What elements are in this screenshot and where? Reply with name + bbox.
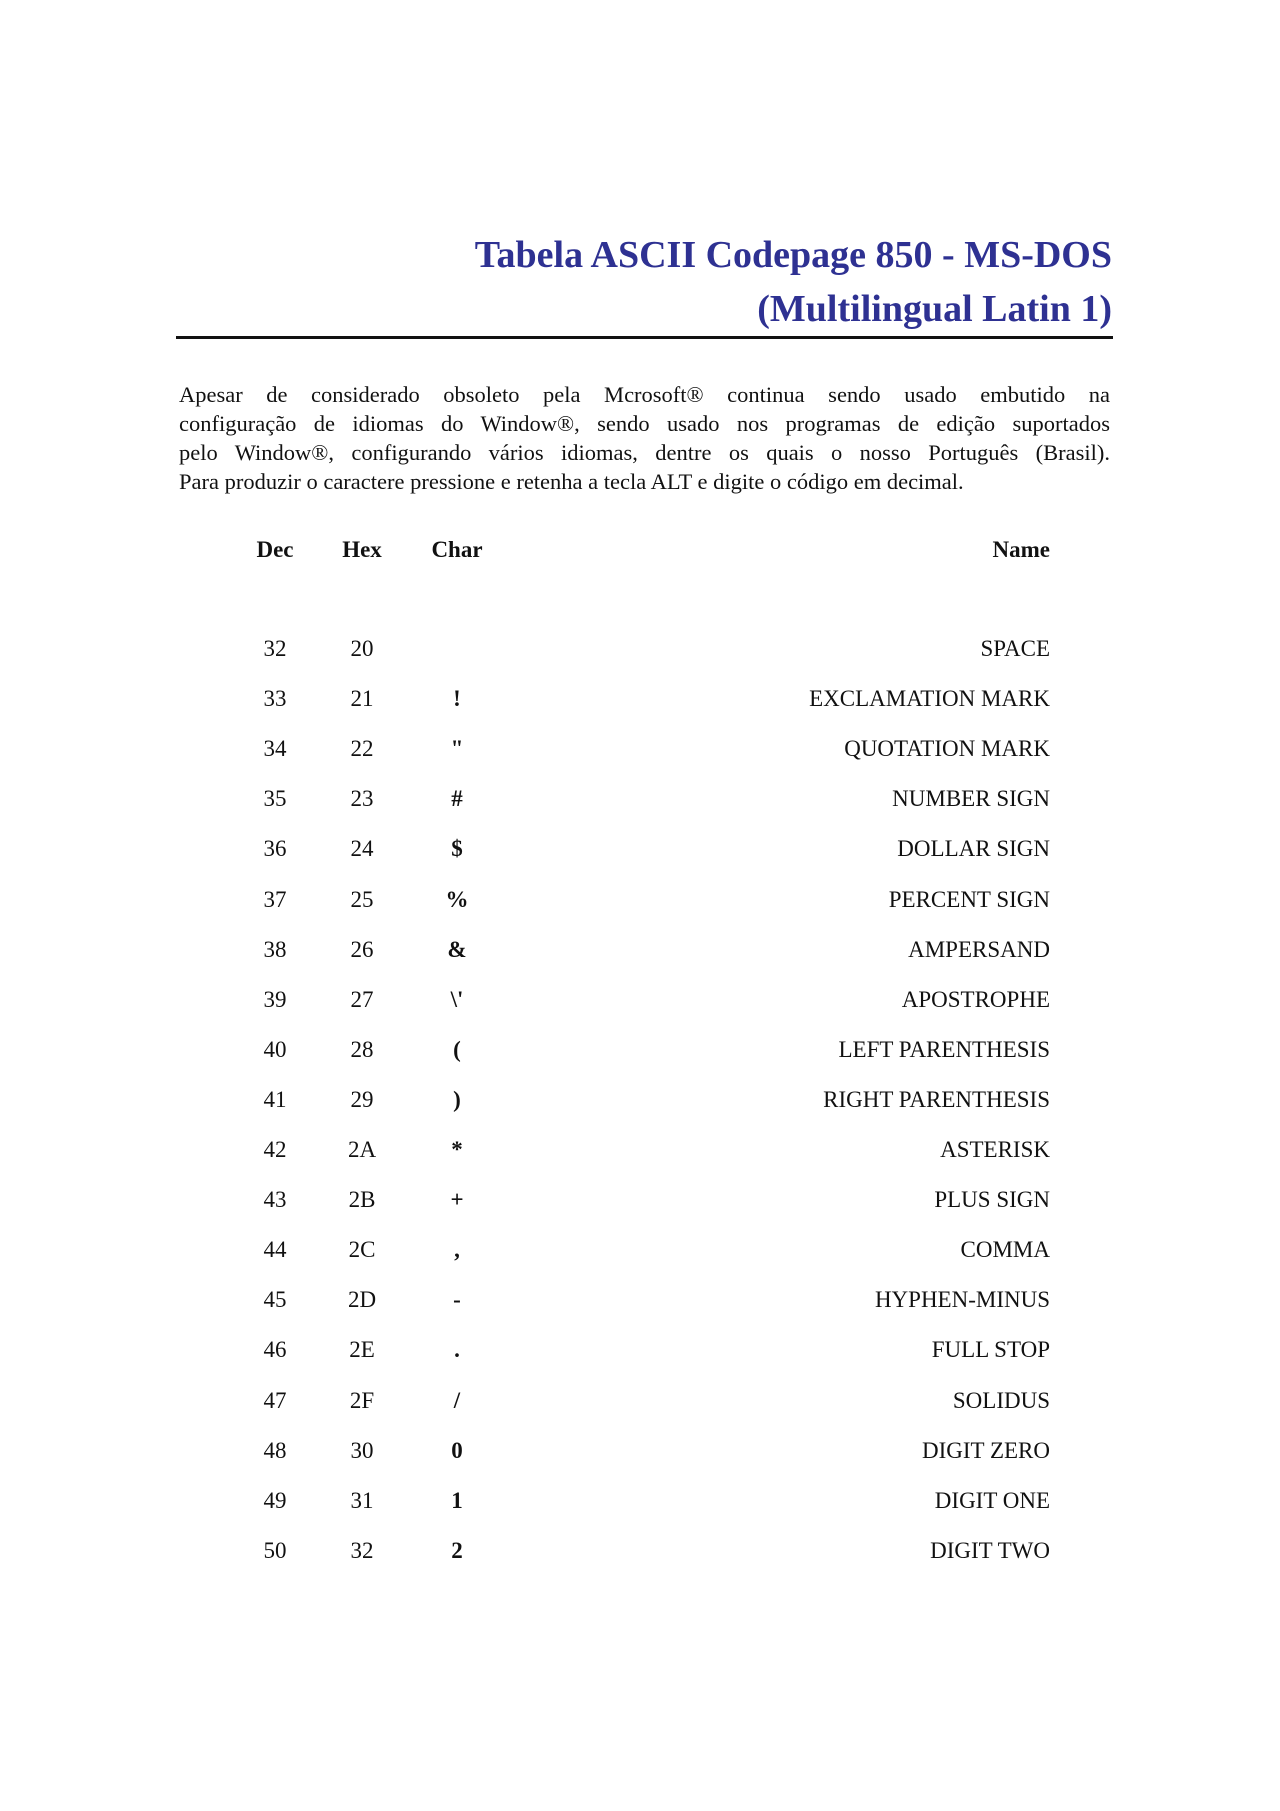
cell-hex: 2E	[349, 1337, 375, 1362]
cell-dec: 45	[263, 1287, 287, 1312]
cell-dec: 43	[263, 1187, 287, 1212]
cell-dec: 39	[263, 987, 287, 1012]
cell-name: DOLLAR SIGN	[897, 836, 1050, 861]
cell-hex: 2D	[347, 1287, 377, 1312]
cell-dec: 32	[263, 636, 287, 661]
cell-hex: 21	[350, 686, 374, 711]
cell-hex: 2B	[348, 1187, 376, 1212]
cell-hex: 2F	[349, 1388, 375, 1413]
cell-dec: 44	[263, 1237, 287, 1262]
cell-name: APOSTROPHE	[901, 987, 1050, 1012]
cell-char: "	[450, 736, 464, 761]
cell-dec: 40	[263, 1037, 287, 1062]
cell-char: 0	[451, 1438, 463, 1463]
cell-dec: 47	[263, 1388, 287, 1413]
intro-line: pelo Window®, configurando vários idiomas, dentre os quais o nosso Português (Brasil).	[179, 440, 1110, 465]
intro-paragraph	[179, 380, 1110, 496]
cell-hex: 28	[350, 1037, 374, 1062]
cell-name: DIGIT ZERO	[922, 1438, 1050, 1463]
cell-char: ,	[454, 1237, 460, 1262]
cell-char: )	[453, 1087, 461, 1112]
cell-name: FULL STOP	[931, 1337, 1050, 1362]
cell-dec: 33	[263, 686, 287, 711]
cell-dec: 41	[263, 1087, 287, 1112]
cell-dec: 37	[263, 887, 287, 912]
cell-char: !	[453, 686, 461, 711]
intro-line: configuração de idiomas do Window®, sendo usado nos programas de edição suportados	[179, 411, 1110, 436]
cell-hex: 26	[350, 937, 374, 962]
cell-name: SOLIDUS	[952, 1388, 1050, 1413]
cell-char: (	[453, 1037, 461, 1062]
cell-hex: 22	[350, 736, 374, 761]
cell-char: %	[445, 887, 469, 912]
cell-name: EXCLAMATION MARK	[809, 686, 1050, 711]
title-line-1: Tabela ASCII Codepage 850 - MS-DOS	[474, 234, 1112, 276]
cell-name: PLUS SIGN	[934, 1187, 1050, 1212]
cell-dec: 42	[263, 1137, 287, 1162]
cell-char: +	[450, 1187, 464, 1212]
title-divider	[176, 336, 1113, 339]
cell-char: \'	[450, 987, 464, 1012]
cell-hex: 2C	[348, 1237, 376, 1262]
intro-line: Para produzir o caractere pressione e retenha a tecla ALT e digite o código em decimal.	[179, 469, 964, 494]
intro-line: Apesar de considerado obsoleto pela Mcrosoft® continua sendo usado embutido na	[179, 382, 1110, 407]
cell-char: 1	[451, 1488, 463, 1513]
cell-dec: 46	[263, 1337, 287, 1362]
cell-name: LEFT PARENTHESIS	[838, 1037, 1050, 1062]
header-dec: Dec	[256, 537, 294, 562]
header-name: Name	[992, 537, 1050, 562]
cell-name: PERCENT SIGN	[888, 887, 1050, 912]
cell-char: $	[451, 836, 463, 861]
cell-hex: 27	[350, 987, 374, 1012]
header-char: Char	[431, 537, 483, 562]
cell-name: AMPERSAND	[908, 937, 1050, 962]
cell-dec: 38	[263, 937, 287, 962]
cell-dec: 35	[263, 786, 287, 811]
cell-dec: 34	[263, 736, 287, 761]
cell-name: HYPHEN-MINUS	[874, 1287, 1050, 1312]
cell-name: RIGHT PARENTHESIS	[823, 1087, 1050, 1112]
cell-name: QUOTATION MARK	[844, 736, 1050, 761]
cell-hex: 2A	[347, 1137, 377, 1162]
header-hex: Hex	[342, 537, 382, 562]
cell-dec: 50	[263, 1538, 287, 1563]
page-title	[178, 228, 1112, 336]
cell-name: DIGIT ONE	[934, 1488, 1050, 1513]
cell-name: NUMBER SIGN	[892, 786, 1050, 811]
cell-char: *	[451, 1137, 463, 1162]
cell-char: -	[453, 1287, 461, 1312]
cell-hex: 32	[350, 1538, 374, 1563]
cell-dec: 49	[263, 1488, 287, 1513]
cell-char: #	[451, 786, 463, 811]
cell-name: DIGIT TWO	[930, 1538, 1050, 1563]
cell-char: &	[447, 937, 467, 962]
cell-hex: 30	[350, 1438, 374, 1463]
cell-name: ASTERISK	[940, 1137, 1050, 1162]
cell-hex: 29	[350, 1087, 374, 1112]
cell-char: /	[453, 1388, 461, 1413]
cell-hex: 31	[350, 1488, 374, 1513]
title-line-2: (Multilingual Latin 1)	[757, 288, 1112, 330]
cell-name: SPACE	[980, 636, 1050, 661]
cell-hex: 25	[350, 887, 374, 912]
cell-char: 2	[451, 1538, 463, 1563]
cell-name: COMMA	[960, 1237, 1050, 1262]
cell-hex: 20	[350, 636, 374, 661]
cell-dec: 36	[263, 836, 287, 861]
cell-hex: 23	[350, 786, 374, 811]
cell-dec: 48	[263, 1438, 287, 1463]
cell-char: .	[454, 1337, 460, 1362]
cell-hex: 24	[350, 836, 374, 861]
